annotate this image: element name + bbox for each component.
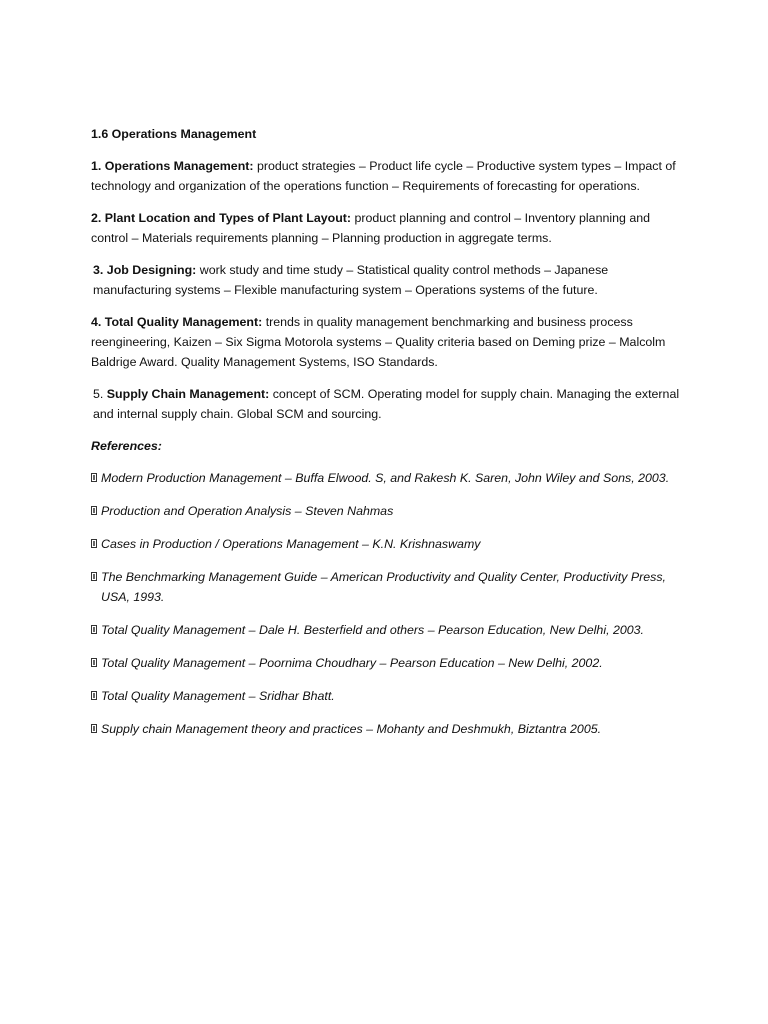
reference-item xyxy=(91,653,681,673)
topic-text: product strategies – Product life cycle – Productive system types – Impact of technology and organization of the operations function – Requirements of forecasting for operations. xyxy=(91,159,676,193)
topic-total-quality-management xyxy=(91,312,681,372)
reference-item xyxy=(91,567,681,607)
missing-glyph-icon xyxy=(91,473,97,482)
reference-item xyxy=(91,534,681,554)
topic-job-designing xyxy=(91,260,681,300)
references-title: References: xyxy=(91,439,162,453)
reference-text: Total Quality Management – Poornima Choudhary – Pearson Education – New Delhi, 2002. xyxy=(101,656,603,670)
reference-item xyxy=(91,620,681,640)
topic-text: trends in quality management benchmarking and business process reengineering, Kaizen – Six Sigma Motorola systems – Quality criteria based on Deming prize – Malcolm Baldrige Award. Quality Management Systems, ISO Standards. xyxy=(91,315,666,369)
topic-plant-location xyxy=(91,208,681,248)
topic-number: 2. xyxy=(91,211,102,225)
topic-title: Supply Chain Management: xyxy=(106,387,270,401)
missing-glyph-icon xyxy=(91,691,97,700)
missing-glyph-icon xyxy=(91,625,97,634)
reference-text: Modern Production Management – Buffa Elwood. S, and Rakesh K. Saren, John Wiley and Sons, 2003. xyxy=(101,471,670,485)
missing-glyph-icon xyxy=(91,724,97,733)
reference-item xyxy=(91,501,681,521)
reference-text: Production and Operation Analysis – Steven Nahmas xyxy=(101,504,394,518)
reference-text: The Benchmarking Management Guide – American Productivity and Quality Center, Productivity Press, USA, 1993. xyxy=(101,570,666,604)
topic-title: Job Designing: xyxy=(106,263,197,277)
topic-title: Operations Management: xyxy=(104,159,254,173)
missing-glyph-icon xyxy=(91,658,97,667)
reference-text: Cases in Production / Operations Management – K.N. Krishnaswamy xyxy=(101,537,481,551)
reference-text: Supply chain Management theory and practices – Mohanty and Deshmukh, Biztantra 2005. xyxy=(101,722,602,736)
missing-glyph-icon xyxy=(91,572,97,581)
topic-text: product planning and control – Inventory planning and control – Materials requirements planning – Planning production in aggregate terms. xyxy=(91,211,651,245)
topic-text: work study and time study – Statistical quality control methods – Japanese manufacturing systems – Flexible manufacturing system – Operations systems of the future. xyxy=(93,263,609,297)
topic-number: 4. xyxy=(91,315,102,329)
topic-number: 1. xyxy=(91,159,102,173)
reference-item xyxy=(91,686,681,706)
document-page xyxy=(91,124,681,752)
reference-item xyxy=(91,719,681,739)
topic-number: 3. xyxy=(93,263,104,277)
topic-title: Plant Location and Types of Plant Layout: xyxy=(104,211,352,225)
reference-text: Total Quality Management – Dale H. Besterfield and others – Pearson Education, New Delhi, 2003. xyxy=(101,623,644,637)
missing-glyph-icon xyxy=(91,539,97,548)
section-heading: 1.6 Operations Management xyxy=(91,127,257,141)
topic-operations-management xyxy=(91,156,681,196)
missing-glyph-icon xyxy=(91,506,97,515)
topic-number: 5. xyxy=(93,387,104,401)
topic-title: Total Quality Management: xyxy=(104,315,263,329)
reference-item xyxy=(91,468,681,488)
reference-text: Total Quality Management – Sridhar Bhatt. xyxy=(101,689,335,703)
topic-supply-chain-management xyxy=(91,384,681,424)
topic-text: concept of SCM. Operating model for supply chain. Managing the external and internal supply chain. Global SCM and sourcing. xyxy=(93,387,680,421)
